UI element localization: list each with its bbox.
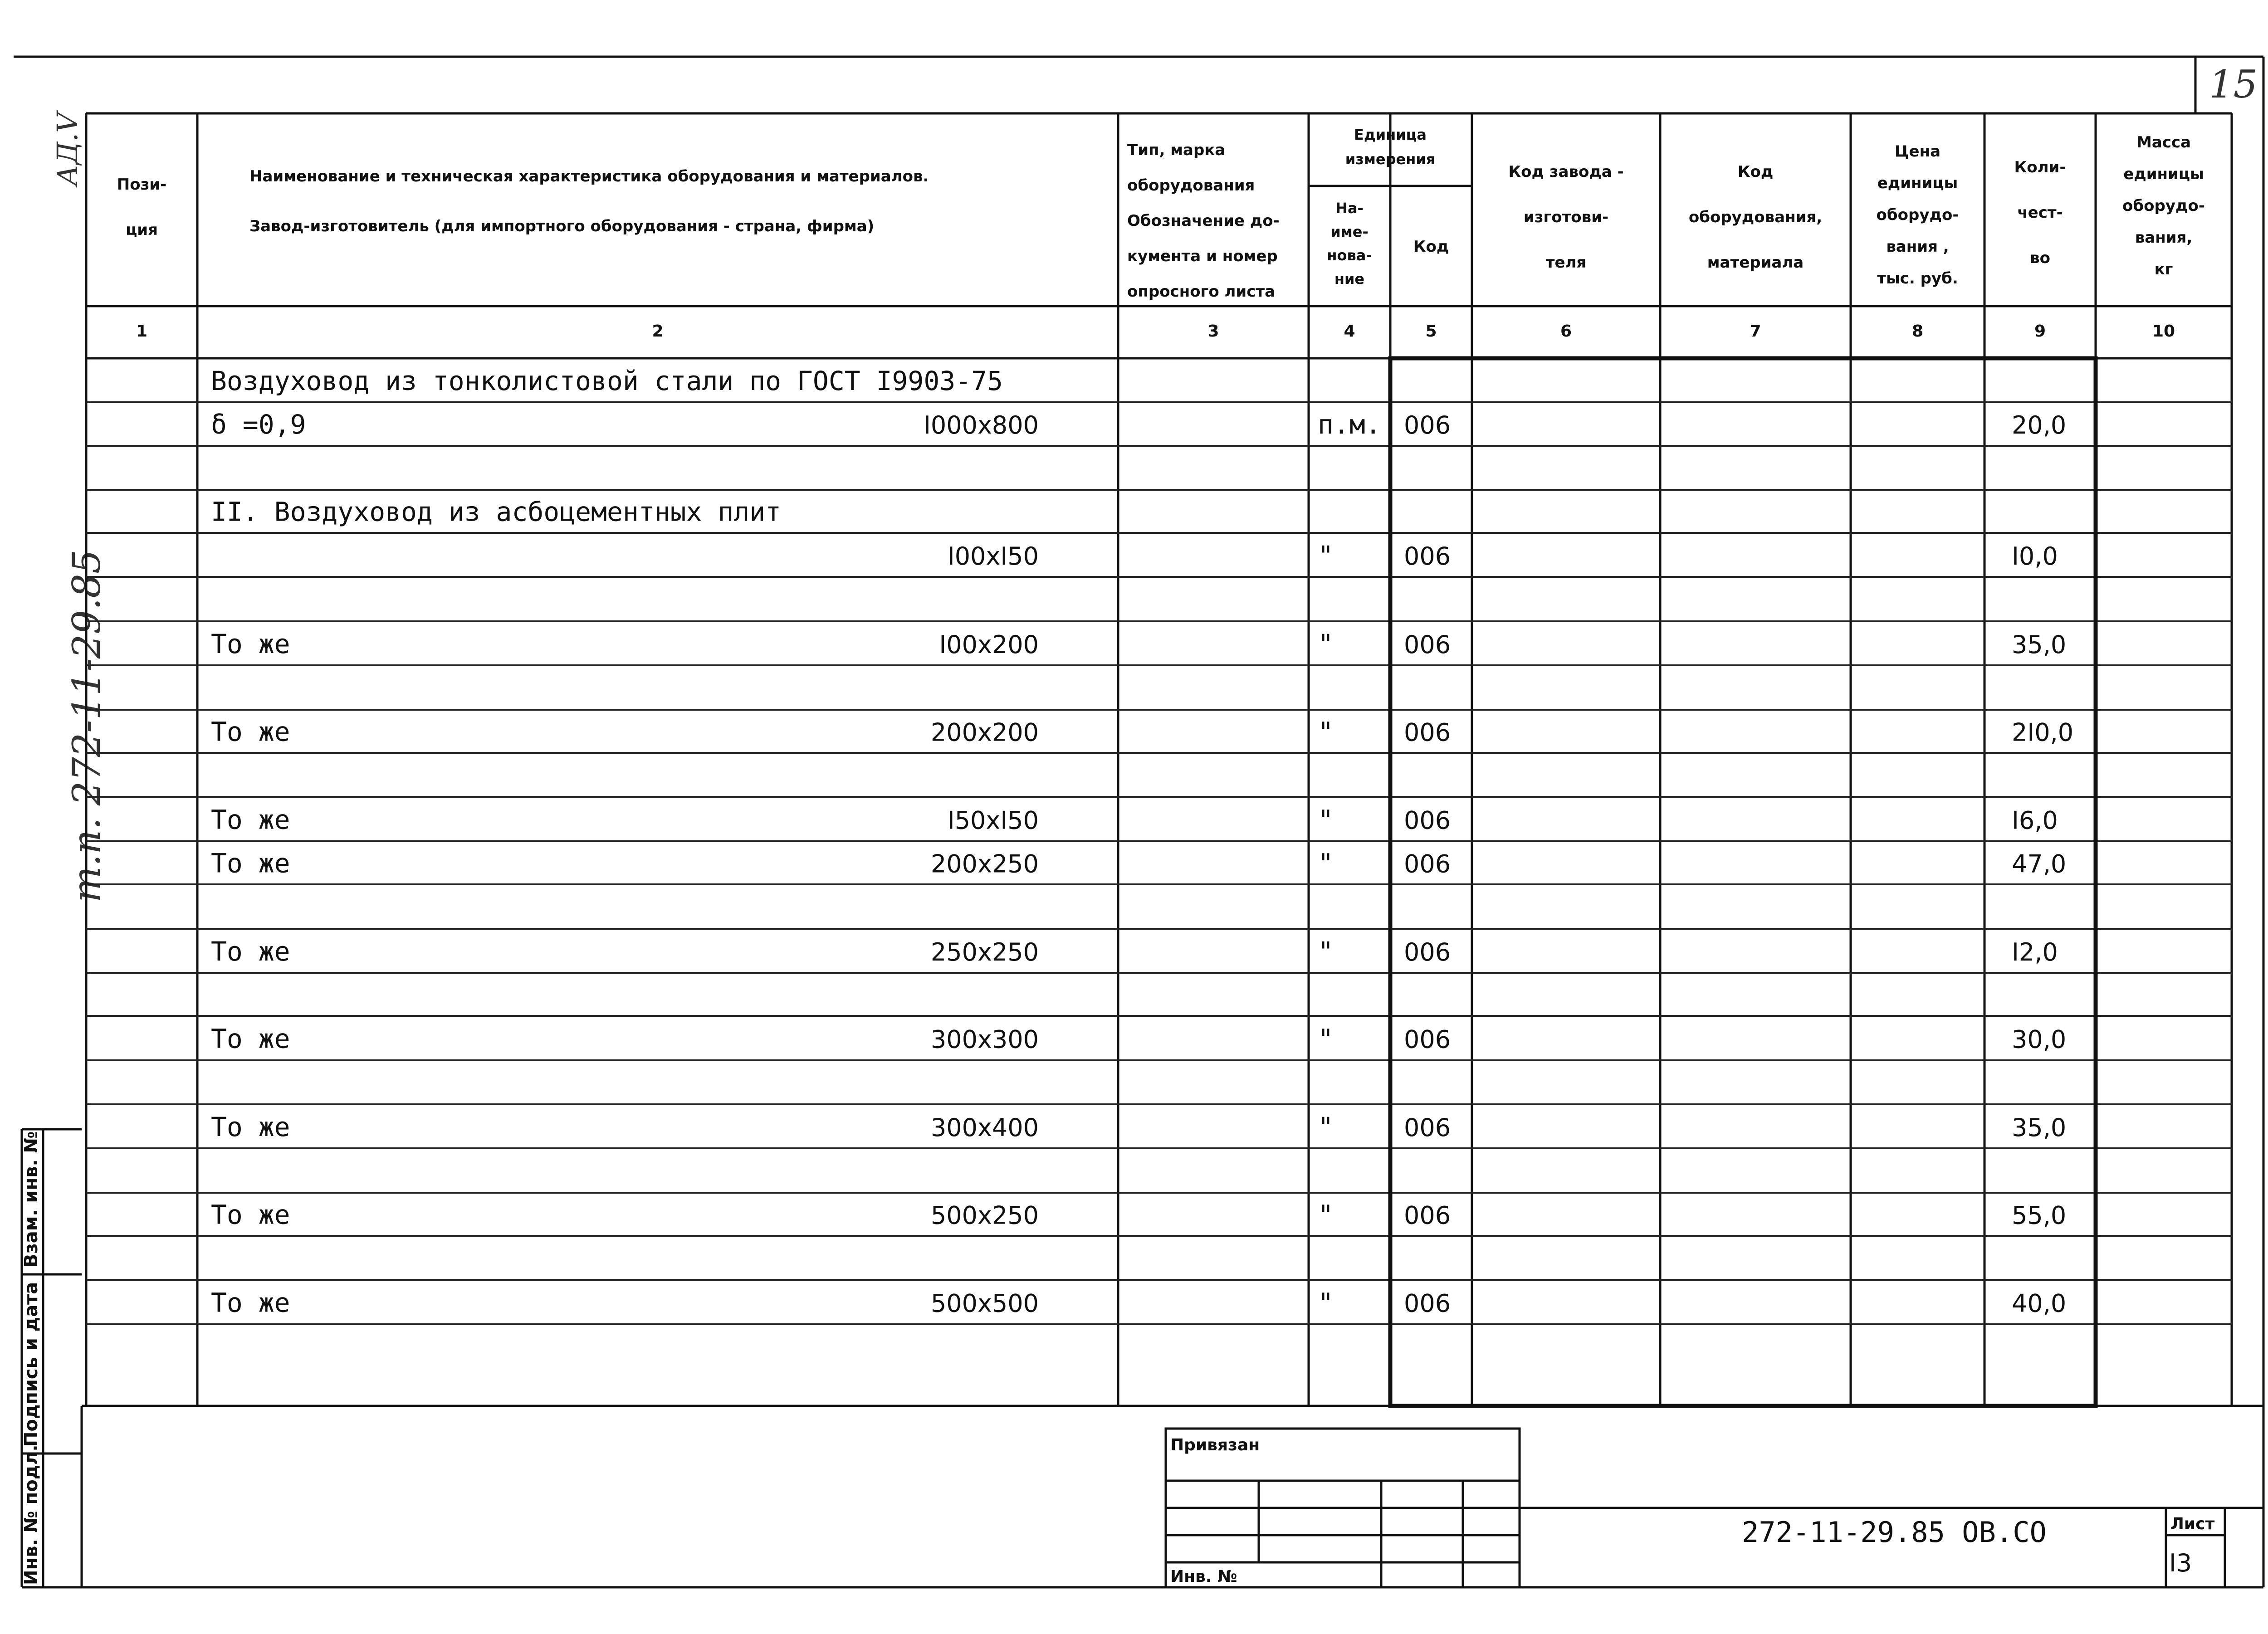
row-quantity: 20,0 xyxy=(2012,411,2067,440)
column-number-4: 4 xyxy=(1344,322,1355,341)
header-price: тыс. руб. xyxy=(1877,269,1958,288)
row-name: II. Воздуховод из асбоцементных плит xyxy=(211,496,782,527)
header-price: Цена xyxy=(1894,142,1941,161)
row-size: 200x250 xyxy=(930,849,1039,878)
header-unit-name: нова- xyxy=(1327,247,1372,264)
row-unit: " xyxy=(1318,540,1334,571)
header-mass: кг xyxy=(2154,260,2173,278)
row-code: 006 xyxy=(1404,1113,1451,1142)
inv-orig-label: Инв. № подл. xyxy=(21,1444,42,1585)
header-unit-name: На- xyxy=(1335,200,1364,217)
header-mass: оборудо- xyxy=(2122,197,2205,215)
row-name: δ =0,9 xyxy=(211,409,306,440)
header-price: вания , xyxy=(1886,238,1949,256)
header-name: Завод-изготовитель (для импортного оборудования - страна, фирма) xyxy=(249,217,875,235)
column-number-9: 9 xyxy=(2034,322,2046,341)
header-type: Обозначение до- xyxy=(1127,212,1280,230)
row-code: 006 xyxy=(1404,806,1451,835)
header-equipment-code: Код xyxy=(1737,163,1774,181)
header-unit-name: име- xyxy=(1330,223,1369,240)
header-position: ция xyxy=(126,221,158,239)
row-quantity: I6,0 xyxy=(2012,806,2058,835)
header-type: опросного листа xyxy=(1127,283,1276,301)
row-name: То же xyxy=(211,628,290,659)
row-unit: " xyxy=(1318,848,1334,879)
column-number-2: 2 xyxy=(652,322,664,341)
column-number-7: 7 xyxy=(1750,322,1761,341)
row-name: То же xyxy=(211,1199,290,1230)
row-size: I000x800 xyxy=(923,411,1039,440)
header-equipment-code: оборудования, xyxy=(1688,208,1823,226)
row-name: То же xyxy=(211,1111,290,1142)
header-equipment-code: материала xyxy=(1707,254,1804,272)
column-number-1: 1 xyxy=(136,322,148,341)
row-unit: " xyxy=(1318,716,1334,747)
row-name: Воздуховод из тонколистовой стали по ГОСТ I9903-75 xyxy=(211,365,1003,396)
row-quantity: 2I0,0 xyxy=(2012,718,2074,747)
row-name: То же xyxy=(211,1023,290,1054)
row-quantity: 55,0 xyxy=(2012,1201,2067,1230)
row-code: 006 xyxy=(1404,937,1451,966)
attached-label: Привязан xyxy=(1170,1436,1260,1454)
header-unit-code: Код xyxy=(1413,238,1449,256)
doc-number: 272-11-29.85 ОВ.СО xyxy=(1742,1516,2047,1549)
row-name: То же xyxy=(211,848,290,879)
row-size: I00x200 xyxy=(939,630,1039,659)
header-mass: вания, xyxy=(2135,229,2193,247)
column-number-8: 8 xyxy=(1911,322,1924,341)
row-unit: " xyxy=(1318,1199,1334,1230)
header-quantity: Коли- xyxy=(2014,158,2066,176)
row-quantity: I0,0 xyxy=(2012,541,2058,571)
column-number-5: 5 xyxy=(1425,322,1437,341)
row-size: I00xI50 xyxy=(947,541,1039,571)
row-quantity: 35,0 xyxy=(2012,630,2067,659)
inv-no-label: Инв. № xyxy=(1170,1567,1237,1586)
thick-frame xyxy=(1390,358,2096,1406)
header-quantity: во xyxy=(2030,249,2050,267)
header-maker-code: изготови- xyxy=(1523,208,1609,226)
column-number-10: 10 xyxy=(2152,322,2175,341)
row-code: 006 xyxy=(1404,541,1451,571)
row-quantity: I2,0 xyxy=(2012,937,2058,966)
row-unit: п.м. xyxy=(1318,409,1381,440)
sign-date-label: Подпись и дата xyxy=(21,1282,42,1447)
row-size: 500x250 xyxy=(930,1201,1039,1230)
row-code: 006 xyxy=(1404,1201,1451,1230)
header-mass: Масса xyxy=(2136,133,2191,151)
row-unit: " xyxy=(1318,1111,1334,1142)
row-name: То же xyxy=(211,1287,290,1318)
sheet-label: Лист xyxy=(2170,1515,2215,1533)
row-quantity: 30,0 xyxy=(2012,1025,2067,1054)
row-quantity: 47,0 xyxy=(2012,849,2067,878)
sheet-mark: 15 xyxy=(2209,62,2258,107)
row-code: 006 xyxy=(1404,718,1451,747)
row-unit: " xyxy=(1318,1023,1334,1054)
row-unit: " xyxy=(1318,628,1334,659)
row-code: 006 xyxy=(1404,849,1451,878)
row-size: 500x500 xyxy=(930,1289,1039,1318)
row-name: То же xyxy=(211,936,290,967)
header-price: оборудо- xyxy=(1876,206,1959,224)
header-type: Тип, марка xyxy=(1127,141,1226,159)
title-block xyxy=(82,1406,2263,1587)
header-quantity: чест- xyxy=(2017,204,2063,222)
header-name: Наименование и техническая характеристика оборудования и материалов. xyxy=(249,167,929,185)
header-maker-code: Код завода - xyxy=(1508,163,1624,181)
row-code: 006 xyxy=(1404,411,1451,440)
row-quantity: 40,0 xyxy=(2012,1289,2067,1318)
row-name: То же xyxy=(211,716,290,747)
column-number-3: 3 xyxy=(1207,322,1219,341)
row-unit: " xyxy=(1318,804,1334,835)
column-number-6: 6 xyxy=(1560,322,1572,341)
header-type: оборудования xyxy=(1127,176,1255,195)
row-quantity: 35,0 xyxy=(2012,1113,2067,1142)
header-position: Пози- xyxy=(117,176,167,194)
margin-note: АД.V xyxy=(51,112,84,186)
sheet-number: I3 xyxy=(2169,1549,2192,1577)
row-code: 006 xyxy=(1404,1025,1451,1054)
header-maker-code: теля xyxy=(1545,254,1587,272)
row-code: 006 xyxy=(1404,630,1451,659)
header-unit-name: ние xyxy=(1334,270,1365,288)
row-size: 250x250 xyxy=(930,937,1039,966)
project-code-handwritten: т.п. 272-11-29.85 xyxy=(64,549,109,902)
row-unit: " xyxy=(1318,1287,1334,1318)
row-size: 300x400 xyxy=(930,1113,1039,1142)
row-name: То же xyxy=(211,804,290,835)
replace-inv-label: Взам. инв. № xyxy=(21,1131,42,1268)
row-size: I50xI50 xyxy=(947,806,1039,835)
header-unit-group: Единица xyxy=(1354,126,1427,143)
header-price: единицы xyxy=(1877,174,1958,192)
spec-table xyxy=(86,113,2232,1406)
row-unit: " xyxy=(1318,936,1334,967)
header-type: кумента и номер xyxy=(1127,247,1278,265)
header-mass: единицы xyxy=(2123,165,2204,183)
side-stamp xyxy=(21,1129,82,1587)
row-size: 300x300 xyxy=(930,1025,1039,1054)
row-code: 006 xyxy=(1404,1289,1451,1318)
header-unit-group: измерения xyxy=(1345,151,1436,168)
row-size: 200x200 xyxy=(930,718,1039,747)
